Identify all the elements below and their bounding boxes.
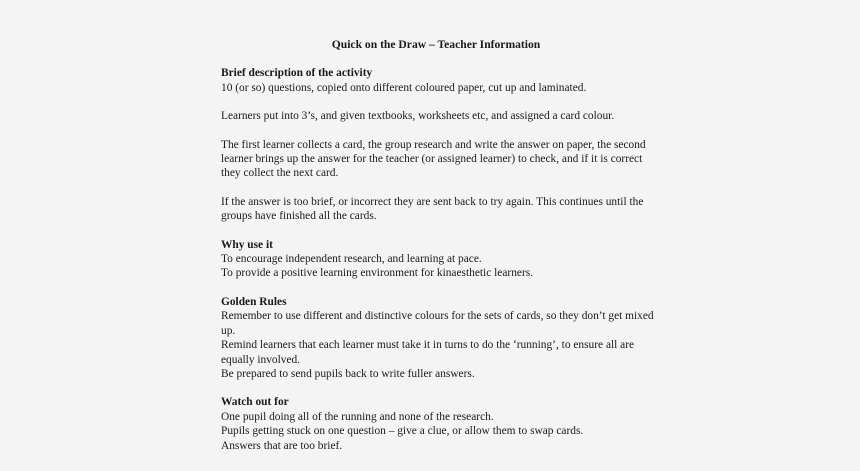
- paragraph: Learners put into 3’s, and given textbooks, worksheets etc, and assigned a card colour.: [221, 110, 615, 123]
- paragraph: 10 (or so) questions, copied onto different coloured paper, cut up and laminated.: [221, 81, 587, 94]
- section-why-use-it: [221, 238, 661, 281]
- list-item: Remind learners that each learner must take it in turns to do the ‘running’, to ensure all are equally involved.: [221, 339, 635, 366]
- list-item: To provide a positive learning environment for kinaesthetic learners.: [221, 267, 534, 280]
- list-item: Answers that are too brief.: [221, 439, 343, 452]
- section-brief-description: [221, 66, 661, 223]
- section-golden-rules: [221, 295, 661, 381]
- section-heading: Why use it: [221, 238, 273, 251]
- list-item: Remember to use different and distinctive colours for the sets of cards, so they don’t get mixed up.: [221, 310, 654, 337]
- section-heading: Golden Rules: [221, 295, 287, 308]
- list-item: Be prepared to send pupils back to write fuller answers.: [221, 367, 475, 380]
- list-item: Pupils getting stuck on one question – give a clue, or allow them to swap cards.: [221, 425, 584, 438]
- section-heading: Watch out for: [221, 396, 289, 409]
- document-content: [221, 38, 661, 467]
- section-heading: Brief description of the activity: [221, 67, 373, 80]
- section-watch-out-for: [221, 395, 661, 453]
- list-item: One pupil doing all of the running and none of the research.: [221, 410, 494, 423]
- paragraph: If the answer is too brief, or incorrect they are sent back to try again. This continues until the groups have finished all the cards.: [221, 195, 644, 223]
- paragraph: The first learner collects a card, the group research and write the answer on paper, the second learner brings up the answer for the teacher (or assigned learner) to check, and if it is correct they collect the next card.: [221, 138, 646, 180]
- list-item: To encourage independent research, and learning at pace.: [221, 253, 482, 266]
- document-title: Quick on the Draw – Teacher Information: [331, 38, 541, 51]
